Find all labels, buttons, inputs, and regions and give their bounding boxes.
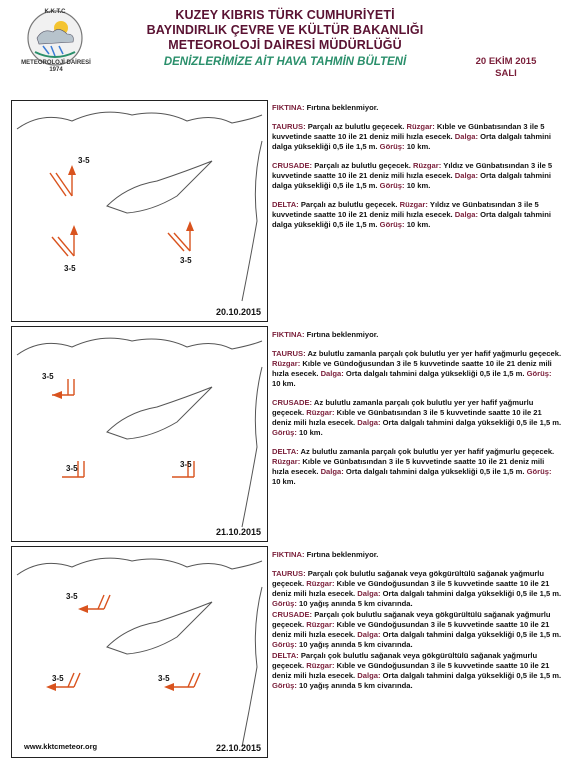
fiktina-line: FIKTINA: Fırtına beklenmiyor. <box>272 103 379 112</box>
forecast-day-2 <box>272 330 562 496</box>
panel-date: 22.10.2015 <box>215 743 261 753</box>
map-day-3 <box>12 547 267 757</box>
map-panel-day-3 <box>11 546 268 758</box>
arrow-label: 3-5 <box>66 464 78 473</box>
region-crusade: CRUSADE: Az bulutlu zamanla parçalı çok bulutlu yer yer hafif yağmurlu geçecek. Rüzgar: Kıble ve Günbatısından 3 ile 5 kuvvetinde saatte 10 ile 21 deniz mili hızla esecek. Dalga: Orta dalgalı tahmini dalga yüksekliği 0,5 ile 1,5 m. Görüş: 10 km. <box>272 398 562 437</box>
bulletin-day-text: SALI <box>495 68 517 79</box>
bulletin-date <box>446 56 566 80</box>
logo-top-text: K.K.T.C <box>44 9 66 15</box>
fiktina-line: FIKTINA: Fırtına beklenmiyor. <box>272 330 379 339</box>
region-delta: DELTA: Parçalı az bulutlu geçecek. Rüzgar: Yıldız ve Günbatısından 3 ile 5 kuvvetinde saatte 10 ile 21 deniz mili hızla esecek. Dalga: Orta dalgalı tahmini dalga yüksekliği 0,5 ile 1,5 m. Görüş: 10 km. <box>272 200 552 229</box>
logo-bottom-text: METEOROLOJİ DAİRESİ <box>21 60 91 66</box>
logo-year: 1974 <box>49 67 63 73</box>
arrow-label: 3-5 <box>78 156 90 165</box>
forecast-day-1 <box>272 103 562 239</box>
arrow-label: 3-5 <box>66 592 78 601</box>
region-taurus: TAURUS: Parçalı çok bulutlu sağanak veya gökgürültülü sağanak yağmurlu geçecek. Rüzgar: Kıble ve Gündoğusundan 3 ile 5 kuvvetinde saatte 10 ile 21 deniz mili hızla esecek. Dalga: Orta dalgalı tahmini dalga yüksekliği 0,5 ile 1,5 m. Görüş: 10 yağış anında 5 km civarında. <box>272 569 562 608</box>
region-taurus: TAURUS: Az bulutlu zamanla parçalı çok bulutlu yer yer hafif yağmurlu geçecek. Rüzgar: Kıble ve Gündoğusundan 3 ile 5 kuvvetinde saatte 10 ile 21 deniz mili hızla esecek. Dalga: Orta dalgalı tahmini dalga yüksekliği 0,5 ile 1,5 m. Görüş: 10 km. <box>272 349 562 388</box>
map-panel-day-2 <box>11 326 268 542</box>
map-day-1 <box>12 101 267 321</box>
header-line-3: METEOROLOJİ DAİRESİ MÜDÜRLÜĞÜ <box>168 38 402 52</box>
region-delta: DELTA: Parçalı çok bulutlu sağanak veya gökgürültülü sağanak yağmurlu geçecek. Rüzgar: Kıble ve Gündoğusundan 3 ile 5 kuvvetinde saatte 10 ile 21 deniz mili hızla esecek. Dalga: Orta dalgalı tahmini dalga yüksekliği 0,5 ile 1,5 m. Görüş: 10 yağış anında 5 km civarında. <box>272 651 562 690</box>
header-line-1: KUZEY KIBRIS TÜRK CUMHURİYETİ <box>175 8 395 22</box>
arrow-label: 3-5 <box>158 674 170 683</box>
header-line-2: BAYINDIRLIK ÇEVRE VE KÜLTÜR BAKANLIĞI <box>146 23 424 37</box>
arrow-label: 3-5 <box>42 372 54 381</box>
arrow-label: 3-5 <box>180 256 192 265</box>
region-taurus: TAURUS: Parçalı az bulutlu geçecek. Rüzgar: Kıble ve Günbatısından 3 ile 5 kuvvetinde saatte 10 ile 21 deniz mili hızla esecek. Dalga: Orta dalgalı tahmini dalga yüksekliği 0,5 ile 1,5 m. Görüş: 10 km. <box>272 122 552 151</box>
arrow-label: 3-5 <box>64 264 76 273</box>
region-delta: DELTA: Az bulutlu zamanla parçalı çok bulutlu yer yer hafif yağmurlu geçecek. Rüzgar: Kıble ve Günbatısından 3 ile 5 kuvvetinde saatte 10 ile 21 deniz mili hızla esecek. Dalga: Orta dalgalı tahmini dalga yüksekliği 0,5 ile 1,5 m. Görüş: 10 km. <box>272 447 555 486</box>
arrow-label: 3-5 <box>52 674 64 683</box>
region-crusade: CRUSADE: Parçalı az bulutlu geçecek. Rüzgar: Yıldız ve Günbatısından 3 ile 5 kuvvetinde saatte 10 ile 21 deniz mili hızla esecek. Dalga: Orta dalgalı tahmini dalga yüksekliği 0,5 ile 1,5 m. Görüş: 10 km. <box>272 161 553 190</box>
fiktina-line: FIKTINA: Fırtına beklenmiyor. <box>272 550 379 559</box>
region-crusade: CRUSADE: Parçalı çok bulutlu sağanak veya gökgürültülü sağanak yağmurlu geçecek. Rüzgar: Kıble ve Gündoğusundan 3 ile 5 kuvvetinde saatte 10 ile 21 deniz mili hızla esecek. Dalga: Orta dalgalı tahmini dalga yüksekliği 0,5 ile 1,5 m. Görüş: 10 yağış anında 5 km civarında. <box>272 610 562 649</box>
panel-date: 21.10.2015 <box>215 527 261 537</box>
forecast-day-3 <box>272 550 562 692</box>
map-panel-day-1 <box>11 100 268 322</box>
bulletin-date-text: 20 EKİM 2015 <box>475 56 537 67</box>
logo-label <box>14 60 98 74</box>
bulletin-title: DENİZLERİMİZE AİT HAVA TAHMİN BÜLTENİ <box>163 56 407 68</box>
arrow-label: 3-5 <box>180 460 192 469</box>
panel-date: 20.10.2015 <box>215 307 261 317</box>
meteorology-logo <box>25 8 85 86</box>
website-link[interactable]: www.kktcmeteor.org <box>24 742 98 751</box>
map-day-2 <box>12 327 267 541</box>
